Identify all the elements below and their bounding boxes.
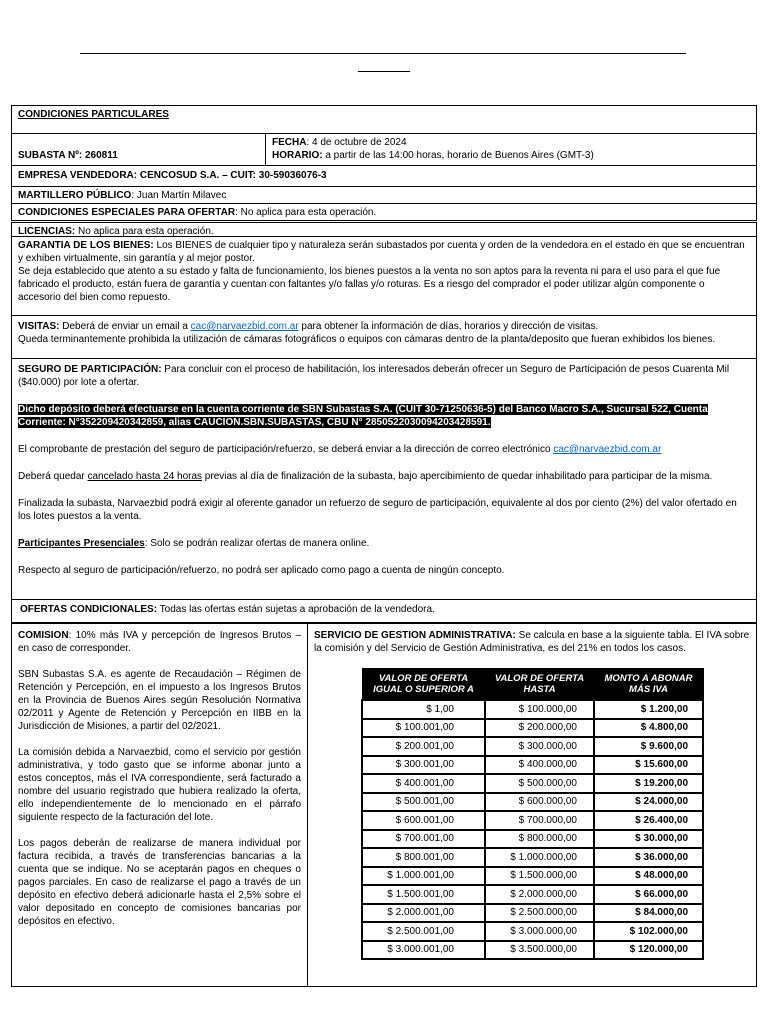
empresa-cell: [11, 165, 757, 187]
hasta-cell: $ 3.500.000,00: [485, 941, 594, 960]
cancelado-text-post: previas al día de finalización de la subasta, bajo apercibimiento de quedar inhabilitado para participar de la misma.: [202, 471, 713, 482]
page-title: CONDICIONES PARTICULARES: [18, 109, 169, 120]
comprobante-email-link[interactable]: cac@narvaezbid.com.ar: [553, 444, 662, 455]
hasta-cell: $ 100.000,00: [485, 700, 594, 719]
monto-cell: $ 120.000,00: [594, 941, 703, 960]
subasta-cell: [11, 133, 266, 166]
short-rule: [358, 71, 410, 72]
ofertas-label: OFERTAS CONDICIONALES:: [20, 604, 158, 615]
table-row: [362, 848, 703, 867]
table-row: [362, 867, 703, 886]
martillero-cell: [11, 186, 757, 204]
hasta-cell: $ 1.500.000,00: [485, 867, 594, 886]
licencias-cell: [11, 222, 757, 237]
monto-cell: $ 102.000,00: [594, 922, 703, 941]
desde-cell: $ 800.001,00: [362, 848, 485, 867]
title-cell: [11, 105, 757, 134]
fecha-cell: [265, 133, 757, 166]
servicio-label: SERVICIO DE GESTION ADMINISTRATIVA:: [314, 630, 516, 641]
table-row: [362, 700, 703, 719]
desde-cell: $ 3.000.001,00: [362, 941, 485, 960]
header-hasta: VALOR DE OFERTA HASTA: [485, 669, 594, 701]
subasta-number: SUBASTA Nº: 260811: [18, 150, 118, 161]
hasta-cell: $ 1.000.000,00: [485, 848, 594, 867]
visitas-text: Deberá de enviar un email a: [59, 321, 191, 332]
table-row: [362, 830, 703, 849]
monto-cell: $ 36.000,00: [594, 848, 703, 867]
monto-cell: $ 15.600,00: [594, 756, 703, 775]
monto-cell: $ 1.200,00: [594, 700, 703, 719]
monto-cell: $ 48.000,00: [594, 867, 703, 886]
desde-cell: $ 1.000.001,00: [362, 867, 485, 886]
comision-value: : 10% más IVA y percepción de Ingresos Brutos – en caso de corresponder.: [18, 630, 301, 654]
pagos-text: Los pagos deberán de realizarse de manera individual por factura recibida, a través de transferencias bancarias a la cuenta que se indique. No se aceptarán pagos en cheques o pagos parciales. En caso de realizarse el pago a través de un depósito en efectivo deberá adicionarle hasta el 2,5% sobre el valor depositado en concepto de comisiones bancarias por depósitos en efectivo.: [18, 838, 301, 927]
fees-table: [361, 668, 704, 960]
seguro-cell: [11, 358, 757, 600]
desde-cell: $ 2.500.001,00: [362, 922, 485, 941]
condiciones-cell: [11, 203, 757, 221]
table-row: [362, 793, 703, 812]
desde-cell: $ 500.001,00: [362, 793, 485, 812]
cancelado-underline: cancelado hasta 24 horas: [87, 471, 203, 482]
licencias-label: LICENCIAS:: [18, 226, 76, 237]
hasta-cell: $ 200.000,00: [485, 719, 594, 738]
garantia-cell: [11, 236, 757, 316]
desde-cell: $ 200.001,00: [362, 737, 485, 756]
seguro-text: Para concluir con el proceso de habilitación, los interesados deberán ofrecer un Seguro de Participación de pesos Cuarenta Mil ($40.000) por lote a ofertar.: [18, 364, 730, 388]
finalizada-text: Finalizada la subasta, Narvaezbid podrá exigir al oferente ganador un refuerzo de seguro de participación, equivalente al dos por ciento (2%) del valor ofertado en los lotes puestos a la venta.: [18, 498, 737, 522]
table-row: [362, 904, 703, 923]
visitas-prohibicion: Queda terminantemente prohibida la utilización de cámaras fotográficos o equipos con cámaras dentro de la planta/deposito que fueran exhibidos los bienes.: [18, 334, 716, 345]
monto-cell: $ 84.000,00: [594, 904, 703, 923]
seguro-label: SEGURO DE PARTICIPACIÓN:: [18, 364, 162, 375]
condiciones-value: : No aplica para esta operación.: [235, 207, 377, 218]
martillero-value: : Juan Martín Milavec: [131, 190, 227, 201]
desde-cell: $ 400.001,00: [362, 774, 485, 793]
visitas-cell: [11, 315, 757, 359]
monto-cell: $ 4.800,00: [594, 719, 703, 738]
hasta-cell: $ 3.000.000,00: [485, 922, 594, 941]
fecha-label: FECHA: [272, 137, 307, 148]
respecto-text: Respecto al seguro de participación/refuerzo, no podrá ser aplicado como pago a cuenta de ningún concepto.: [18, 565, 505, 576]
monto-cell: $ 19.200,00: [594, 774, 703, 793]
top-rule: [80, 53, 686, 54]
hasta-cell: $ 700.000,00: [485, 811, 594, 830]
hasta-cell: $ 800.000,00: [485, 830, 594, 849]
agente-recaudacion-text: SBN Subastas S.A. es agente de Recaudación – Régimen de Retención y Percepción, en el impuesto a los Ingresos Brutos en la Provincia de Buenos Aires según Resolución Normativa 02/2011 y Agente de Retención y Percepción en IIBB en la Jurisdicción de Misiones, a partir del 02/2021.: [18, 669, 301, 732]
comision-cell: [11, 623, 308, 987]
visitas-email-link[interactable]: cac@narvaezbid.com.ar: [190, 321, 299, 332]
hasta-cell: $ 2.500.000,00: [485, 904, 594, 923]
fecha-value: : 4 de octubre de 2024: [306, 137, 407, 148]
garantia-text: Los BIENES de cualquier tipo y naturaleza serán subastados por cuenta y orden de la vendedora en el estado en que se encuentran y exhiben virtualmente, sin garantía y al mejor postor.: [18, 240, 745, 264]
visitas-text-post: para obtener la información de días, horarios y dirección de visitas.: [298, 321, 599, 332]
hasta-cell: $ 400.000,00: [485, 756, 594, 775]
desde-cell: $ 700.001,00: [362, 830, 485, 849]
ofertas-cell: [11, 599, 757, 623]
licencias-value: No aplica para esta operación.: [75, 226, 214, 237]
condiciones-label: CONDICIONES ESPECIALES PARA OFERTAR: [18, 207, 236, 218]
empresa-vendedora: EMPRESA VENDEDORA: CENCOSUD S.A. – CUIT: 30-59036076-3: [18, 170, 327, 181]
ofertas-value: Todas las ofertas están sujetas a aprobación de la vendedora.: [157, 604, 435, 615]
presenciales-label: Participantes Presenciales: [18, 538, 145, 549]
garantia-text-2: Se deja establecido que atento a su estado y falta de funcionamiento, los bienes puestos a la venta no son aptos para la reventa ni para el uso para el que fue fabricado el producto, están fuera de garantía y cuentan con faltantes y/o fallas y/o roturas. Es a riesgo del comprador el poder utilizar algún componente o accesorio del bien como repuesto.: [18, 266, 721, 303]
desde-cell: $ 100.001,00: [362, 719, 485, 738]
desde-cell: $ 600.001,00: [362, 811, 485, 830]
hasta-cell: $ 500.000,00: [485, 774, 594, 793]
garantia-label: GARANTIA DE LOS BIENES:: [18, 240, 154, 251]
hasta-cell: $ 600.000,00: [485, 793, 594, 812]
monto-cell: $ 24.000,00: [594, 793, 703, 812]
presenciales-value: : Solo se podrán realizar ofertas de manera online.: [144, 538, 370, 549]
monto-cell: $ 66.000,00: [594, 885, 703, 904]
desde-cell: $ 1,00: [362, 700, 485, 719]
hasta-cell: $ 2.000.000,00: [485, 885, 594, 904]
monto-cell: $ 9.600,00: [594, 737, 703, 756]
table-row: [362, 885, 703, 904]
visitas-label: VISITAS:: [18, 321, 60, 332]
monto-cell: $ 30.000,00: [594, 830, 703, 849]
desde-cell: $ 1.500.001,00: [362, 885, 485, 904]
comprobante-text: El comprobante de prestación del seguro de participación/refuerzo, se deberá enviar a la dirección de correo electrónico: [18, 444, 554, 455]
cancelado-text: Deberá quedar: [18, 471, 88, 482]
desde-cell: $ 300.001,00: [362, 756, 485, 775]
desde-cell: $ 2.000.001,00: [362, 904, 485, 923]
table-row: [362, 719, 703, 738]
monto-cell: $ 26.400,00: [594, 811, 703, 830]
fees-body: [362, 700, 703, 959]
comision-facturacion-text: La comisión debida a Narvaezbid, como el servicio por gestión administrativa, y todo gasto que se informe abonar junto a estos conceptos, más el IVA correspondiente, será facturado a nombre del usuario registrado que hubiera realizado la oferta, ello independientemente de lo mencionado en el párrafo siguiente respecto de la facturación del lote.: [18, 747, 301, 823]
header-monto: MONTO A ABONAR MÁS IVA: [594, 669, 703, 701]
table-row: [362, 941, 703, 960]
horario-value: a partir de las 14:00 horas, horario de Buenos Aires (GMT-3): [322, 150, 594, 161]
hasta-cell: $ 300.000,00: [485, 737, 594, 756]
horario-label: HORARIO:: [272, 150, 323, 161]
header-desde: VALOR DE OFERTA IGUAL O SUPERIOR A: [362, 669, 485, 701]
martillero-label: MARTILLERO PÚBLICO: [18, 190, 132, 201]
table-row: [362, 811, 703, 830]
table-row: [362, 922, 703, 941]
table-row: [362, 737, 703, 756]
table-row: [362, 756, 703, 775]
comision-label: COMISION: [18, 630, 69, 641]
table-row: [362, 774, 703, 793]
fees-header-row: [362, 669, 703, 701]
servicio-value: Se calcula en base a la siguiente tabla. El IVA sobre la comisión y del Servicio de Gestión Administrativa, es del 21% en todos los casos.: [314, 630, 750, 654]
deposito-instructions: Dicho depósito deberá efectuarse en la cuenta corriente de SBN Subastas S.A. (CUIT 30-71250636-5) del Banco Macro S.A., Sucursal 522, Cuenta Corriente: N°352209420342859, alias CAUCION.SBN.SUBASTAS, CBU N° 2850522030094203428591.: [18, 404, 708, 428]
